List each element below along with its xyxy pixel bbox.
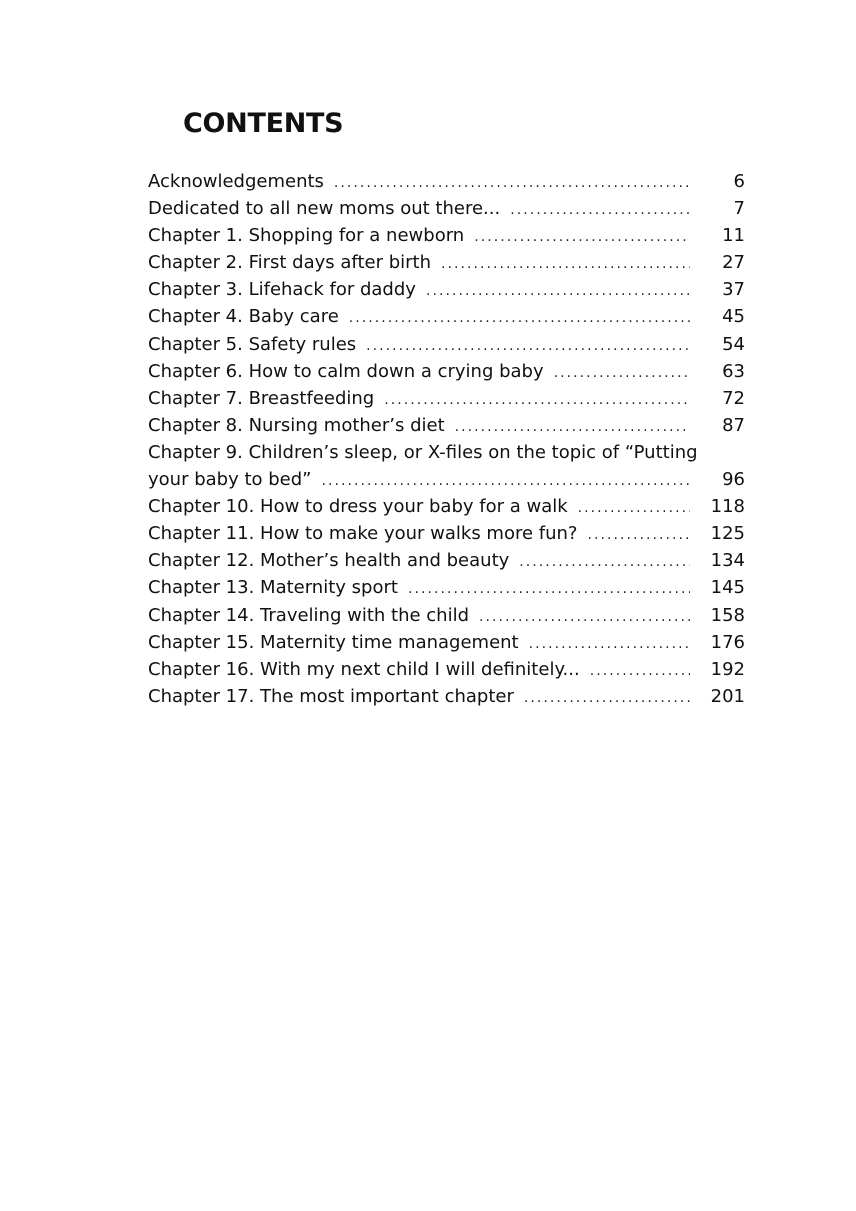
table-of-contents [148,168,745,710]
toc-page-number: 201 [710,685,745,707]
toc-entry-chapter-1[interactable] [148,222,745,249]
toc-page-number: 54 [722,333,745,355]
toc-entry-chapter-2[interactable] [148,249,745,276]
dot-leader [519,549,690,576]
toc-entry-chapter-14[interactable] [148,602,745,629]
toc-page-number: 158 [710,604,745,626]
toc-entry-title: Chapter 3. Lifehack for daddy [148,279,416,301]
dot-leader [578,495,690,522]
toc-entry-title: Chapter 17. The most important chapter [148,685,514,707]
toc-entry-chapter-17[interactable] [148,683,745,710]
dot-leader [529,631,690,658]
toc-entry-chapter-11[interactable] [148,520,745,547]
toc-entry-title: Chapter 16. With my next child I will definitely... [148,658,580,680]
toc-entry-dedication[interactable] [148,195,745,222]
dot-leader [366,333,690,360]
dot-leader [510,197,690,224]
toc-page-number: 125 [710,523,745,545]
toc-entry-title-line-1: Chapter 9. Children’s sleep, or X-files on the topic of “Putting [148,441,698,463]
toc-entry-title: Chapter 13. Maternity sport [148,577,398,599]
toc-page-number: 63 [722,360,745,382]
toc-page-number: 72 [722,387,745,409]
toc-page-number: 87 [722,414,745,436]
toc-entry-title: Chapter 15. Maternity time management [148,631,519,653]
dot-leader [384,387,690,414]
toc-entry-acknowledgements[interactable] [148,168,745,195]
toc-entry-title: Chapter 5. Safety rules [148,333,357,355]
toc-page-number: 37 [722,279,745,301]
dot-leader [524,685,690,712]
toc-page-number: 45 [722,306,745,328]
toc-entry-chapter-15[interactable] [148,629,745,656]
toc-entry-title: Acknowledgements [148,171,324,192]
toc-page-number: 145 [710,577,745,599]
dot-leader [441,251,690,278]
toc-page-number: 118 [710,496,745,518]
toc-page-number: 176 [710,631,745,653]
toc-entry-title: Dedicated to all new moms out there... [148,198,501,220]
toc-entry-title: Chapter 6. How to calm down a crying baby [148,360,544,382]
toc-entry-title: Chapter 10. How to dress your baby for a walk [148,496,568,518]
dot-leader [455,414,690,441]
dot-leader [554,360,690,387]
toc-entry-chapter-13[interactable] [148,574,745,601]
toc-page-number: 134 [710,550,745,572]
toc-entry-title: Chapter 14. Traveling with the child [148,604,470,626]
toc-entry-chapter-16[interactable] [148,656,745,683]
dot-leader [590,658,690,685]
toc-page-number: 11 [722,225,745,247]
toc-entry-chapter-9[interactable] [148,439,745,493]
toc-entry-chapter-8[interactable] [148,412,745,439]
toc-entry-title: Chapter 8. Nursing mother’s diet [148,414,445,436]
toc-entry-title: Chapter 11. How to make your walks more fun? [148,523,578,545]
toc-entry-chapter-6[interactable] [148,358,745,385]
toc-page-number: 27 [722,252,745,274]
toc-entry-chapter-5[interactable] [148,331,745,358]
toc-page-number: 7 [733,198,745,220]
toc-page-number: 192 [710,658,745,680]
dot-leader [349,305,690,332]
toc-entry-title: Chapter 12. Mother’s health and beauty [148,550,510,572]
dot-leader [334,170,690,197]
contents-heading: CONTENTS [183,108,344,139]
dot-leader [426,278,690,305]
toc-entry-chapter-10[interactable] [148,493,745,520]
toc-entry-title: Chapter 7. Breastfeeding [148,387,375,409]
toc-entry-title: Chapter 2. First days after birth [148,252,431,274]
dot-leader [408,576,690,603]
toc-page-number: 6 [733,171,745,192]
toc-entry-title: Chapter 4. Baby care [148,306,339,328]
toc-entry-title: Chapter 1. Shopping for a newborn [148,225,465,247]
dot-leader [479,604,690,631]
dot-leader [322,468,691,495]
dot-leader [474,224,690,251]
toc-entry-chapter-3[interactable] [148,276,745,303]
toc-entry-chapter-7[interactable] [148,385,745,412]
dot-leader [588,522,691,549]
toc-entry-title-line-2: your baby to bed” [148,469,312,491]
toc-entry-chapter-12[interactable] [148,547,745,574]
toc-entry-chapter-4[interactable] [148,303,745,330]
toc-page-number: 96 [722,469,745,491]
